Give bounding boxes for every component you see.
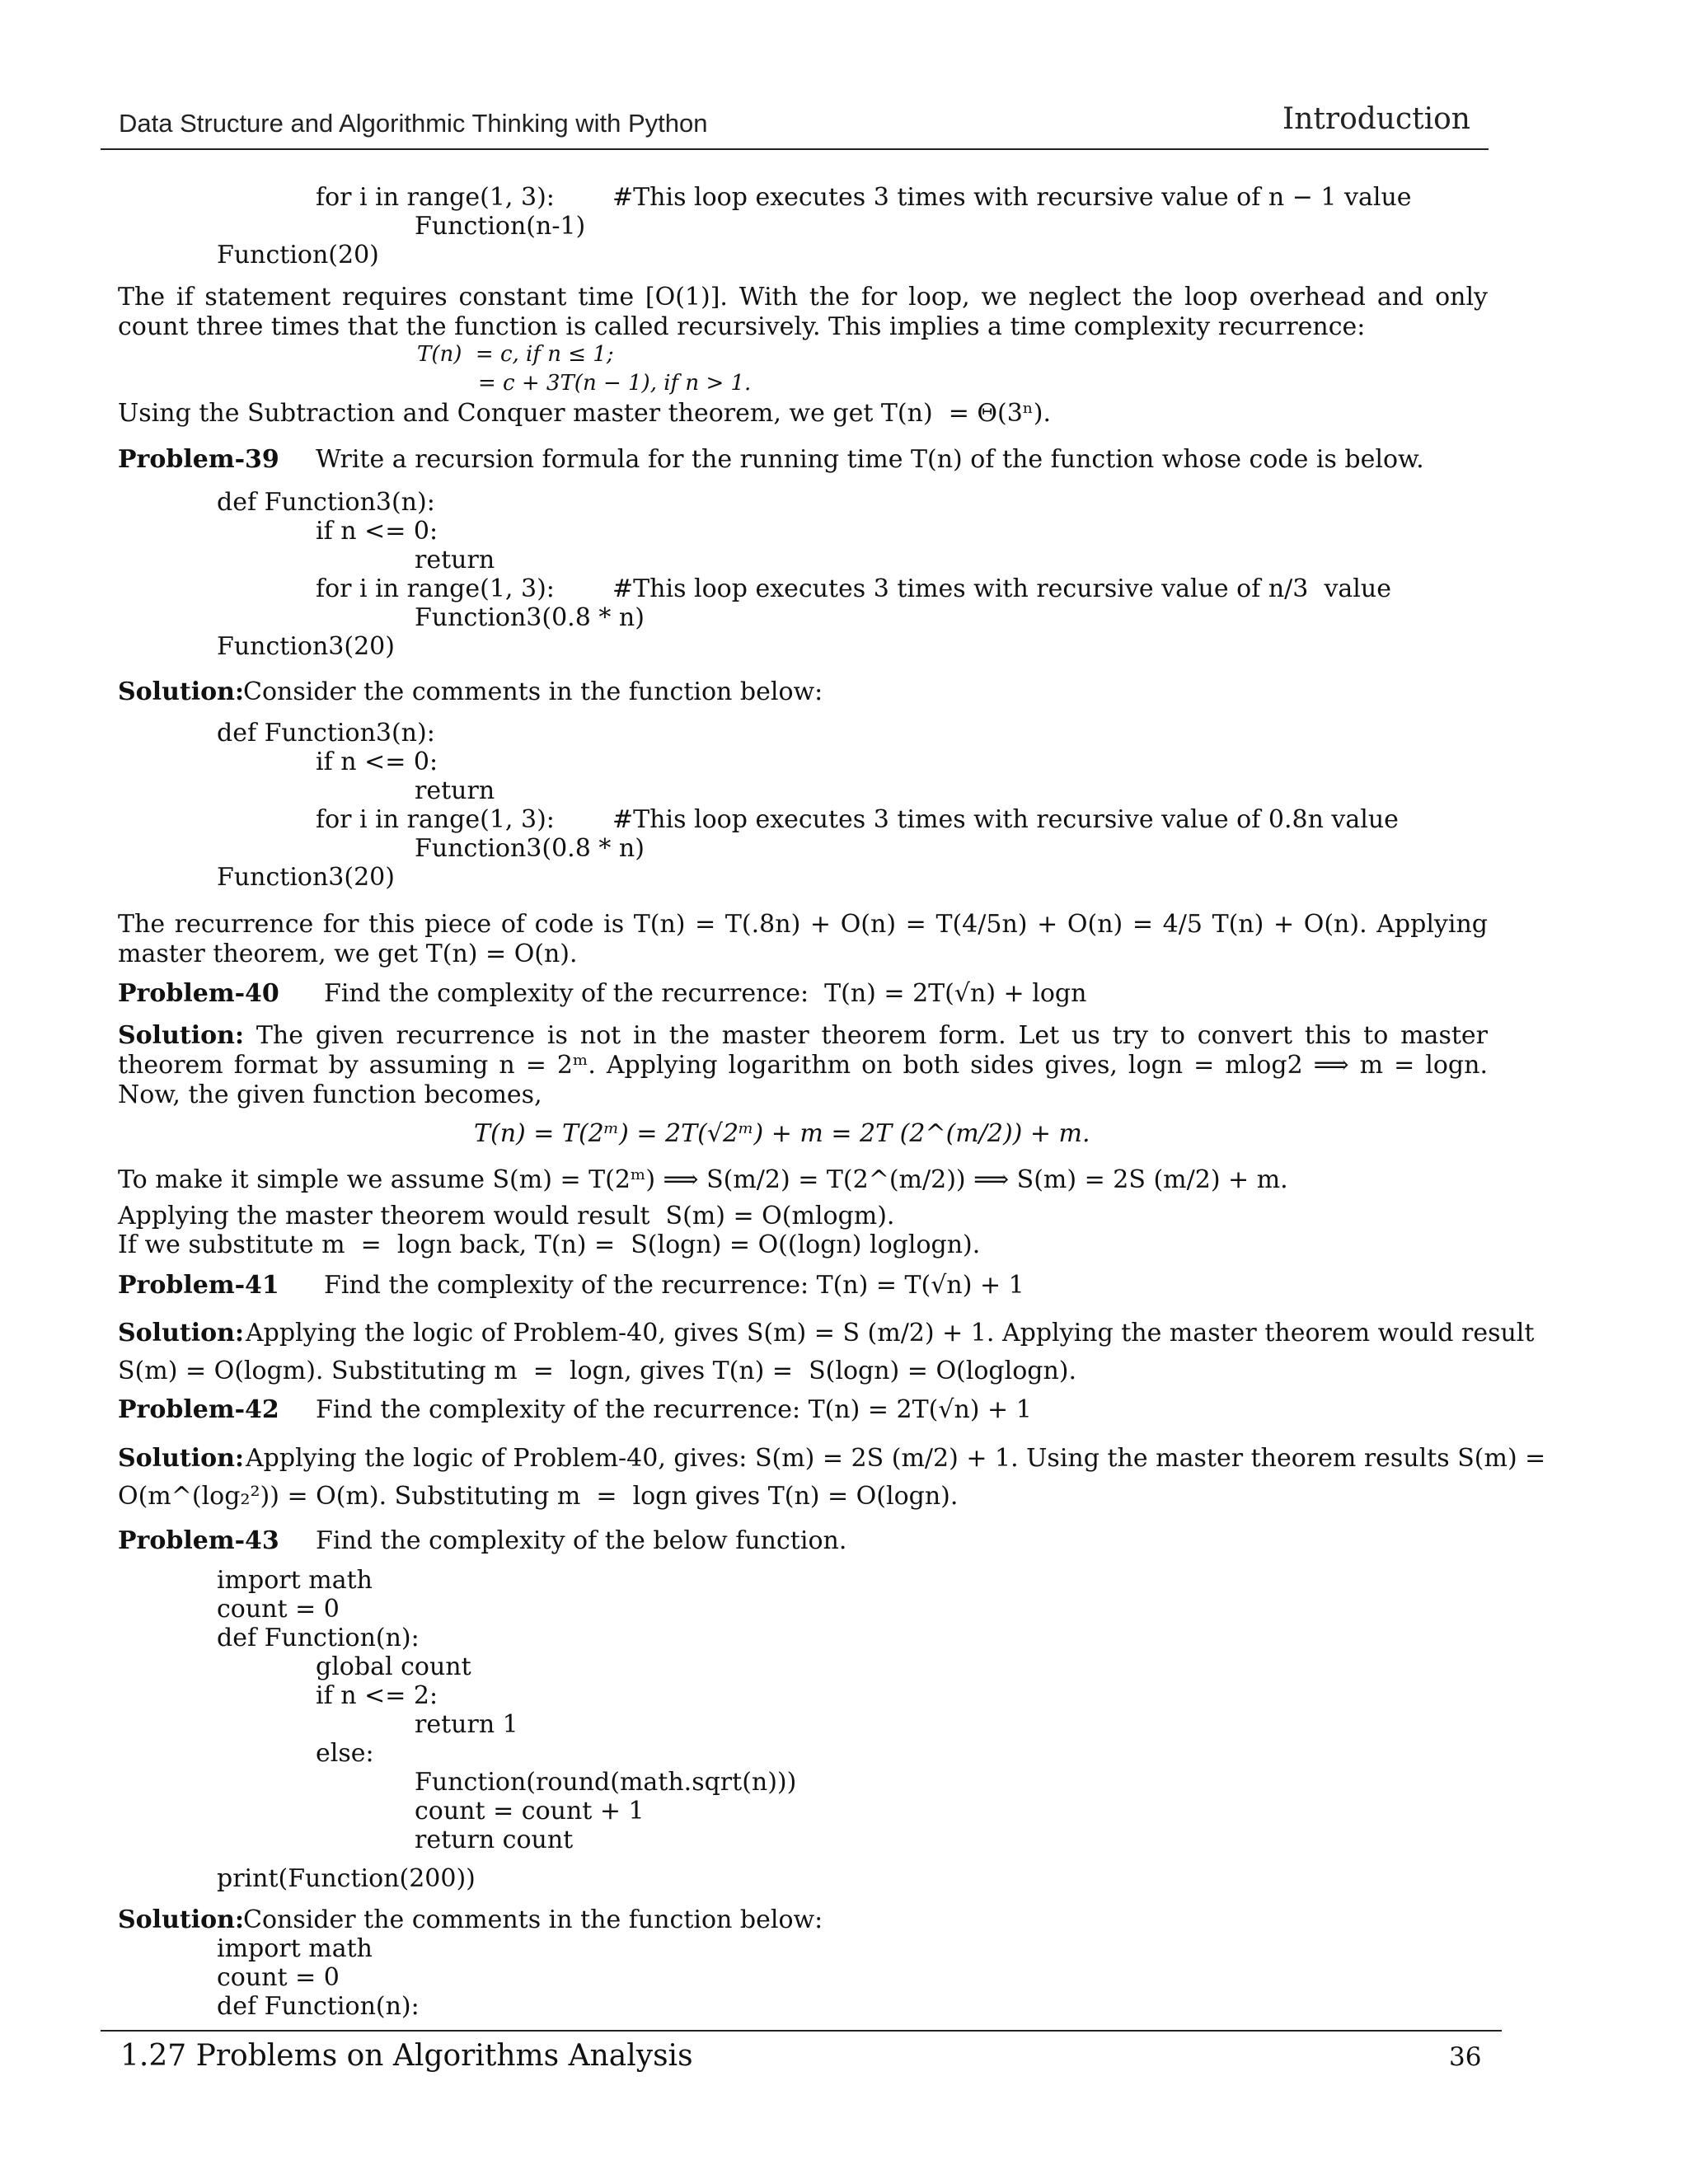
problem-label: Problem-39 bbox=[118, 445, 279, 474]
code-line: return bbox=[415, 776, 495, 805]
solution-label: Solution: bbox=[118, 1905, 245, 1934]
code-line: Function(n-1) bbox=[415, 212, 586, 241]
code-line: if n <= 0: bbox=[316, 517, 438, 546]
code-line: count = 0 bbox=[217, 1595, 340, 1624]
page-number: 36 bbox=[1449, 2042, 1482, 2072]
solution-text: Applying the logic of Problem-40, gives: S(m) = 2S (m/2) + 1. Using the master theorem results S(m) = bbox=[246, 1444, 1546, 1473]
code-line: Function3(0.8 * n) bbox=[415, 603, 645, 632]
solution-text: Consider the comments in the function below: bbox=[243, 1905, 823, 1934]
problem-label: Problem-43 bbox=[118, 1526, 279, 1555]
footer-rule bbox=[101, 2030, 1502, 2032]
paragraph: The recurrence for this piece of code is T(n) = T(.8n) + O(n) = T(4/5n) + O(n) = 4/5 T(n) + O(n). Applying master theorem, we get T(n) = O(n). bbox=[118, 910, 1488, 968]
problem-text: Find the complexity of the recurrence: T(n) = 2T(√n) + 1 bbox=[316, 1395, 1032, 1424]
code-line: count = count + 1 bbox=[415, 1797, 645, 1825]
code-comment: #This loop executes 3 times with recursive value of 0.8n value bbox=[612, 805, 1399, 834]
code-comment: #This loop executes 3 times with recursive value of n/3 value bbox=[612, 574, 1391, 603]
code-line: for i in range(1, 3): bbox=[316, 183, 555, 212]
code-line: Function(round(math.sqrt(n))) bbox=[415, 1768, 797, 1797]
code-line: Function3(20) bbox=[217, 632, 395, 661]
chapter-title: Introduction bbox=[1282, 102, 1470, 136]
code-line: count = 0 bbox=[217, 1963, 340, 1992]
code-line: else: bbox=[316, 1739, 374, 1768]
code-line: def Function(n): bbox=[217, 1624, 420, 1652]
problem-text: Find the complexity of the recurrence: T(n) = 2T(√n) + logn bbox=[324, 979, 1087, 1008]
running-header bbox=[101, 102, 1489, 150]
recurrence-line: = c + 3T(n − 1), if n > 1. bbox=[478, 371, 752, 396]
solution-text: Consider the comments in the function below: bbox=[243, 677, 823, 706]
problem-label: Problem-41 bbox=[118, 1271, 279, 1300]
code-line: return count bbox=[415, 1825, 574, 1854]
equation: To make it simple we assume S(m) = T(2ᵐ) ⟹ S(m/2) = T(2^(m/2)) ⟹ S(m) = 2S (m/2) + m. bbox=[118, 1165, 1288, 1194]
paragraph: The if statement requires constant time [O(1)]. With the for loop, we neglect the loop overhead and only count three times that the function is called recursively. This implies a time complexity recurrence: bbox=[118, 283, 1488, 341]
code-comment: #This loop executes 3 times with recursive value of n − 1 value bbox=[612, 183, 1412, 212]
equation: If we substitute m = logn back, T(n) = S(logn) = O((logn) loglogn). bbox=[118, 1230, 981, 1259]
code-line: def Function3(n): bbox=[217, 488, 435, 517]
code-line: for i in range(1, 3): bbox=[316, 574, 555, 603]
code-line: Function3(0.8 * n) bbox=[415, 834, 645, 863]
solution-label: Solution: bbox=[118, 677, 245, 706]
code-line: def Function3(n): bbox=[217, 719, 435, 748]
equation: Applying the master theorem would result S(m) = O(mlogm). bbox=[118, 1202, 895, 1230]
section-title: 1.27 Problems on Algorithms Analysis bbox=[120, 2039, 693, 2073]
code-line: Function(20) bbox=[217, 241, 379, 269]
solution-text: O(m^(log₂²)) = O(m). Substituting m = logn gives T(n) = O(logn). bbox=[118, 1482, 959, 1511]
code-line: global count bbox=[316, 1652, 471, 1681]
problem-text: Write a recursion formula for the running time T(n) of the function whose code is below. bbox=[316, 445, 1424, 474]
solution-label: Solution: bbox=[118, 1444, 245, 1473]
code-line: return bbox=[415, 546, 495, 574]
code-line: if n <= 0: bbox=[316, 748, 438, 776]
equation: T(n) = T(2ᵐ) = 2T(√2ᵐ) + m = 2T (2^(m/2)) + m. bbox=[474, 1119, 1090, 1148]
code-line: print(Function(200)) bbox=[217, 1864, 476, 1893]
code-line: return 1 bbox=[415, 1710, 518, 1739]
code-line: import math bbox=[217, 1934, 373, 1963]
solution-label: Solution: bbox=[118, 1319, 245, 1347]
code-line: def Function(n): bbox=[217, 1992, 420, 2021]
book-title: Data Structure and Algorithmic Thinking with Python bbox=[119, 109, 708, 138]
solution-label: Solution: bbox=[118, 1021, 245, 1050]
solution-text: The given recurrence is not in the master theorem form. Let us try to convert this to master theorem format by assuming n = 2ᵐ. Applying logarithm on both sides gives, logn = mlog2 ⟹ m = logn. Now, the given function becomes, bbox=[118, 1021, 1488, 1109]
code-line: Function3(20) bbox=[217, 863, 395, 892]
problem-label: Problem-40 bbox=[118, 979, 279, 1008]
solution-text: S(m) = O(logm). Substituting m = logn, gives T(n) = S(logn) = O(loglogn). bbox=[118, 1357, 1077, 1385]
problem-label: Problem-42 bbox=[118, 1395, 279, 1424]
code-line: if n <= 2: bbox=[316, 1681, 438, 1710]
code-line: for i in range(1, 3): bbox=[316, 805, 555, 834]
problem-text: Find the complexity of the below function. bbox=[316, 1526, 847, 1555]
problem-text: Find the complexity of the recurrence: T(n) = T(√n) + 1 bbox=[324, 1271, 1025, 1300]
solution-text: Applying the logic of Problem-40, gives S(m) = S (m/2) + 1. Applying the master theorem would result bbox=[246, 1319, 1535, 1347]
paragraph: Using the Subtraction and Conquer master theorem, we get T(n) = Θ(3ⁿ). bbox=[118, 399, 1052, 428]
solution-paragraph bbox=[118, 1021, 1488, 1110]
code-line: import math bbox=[217, 1566, 373, 1595]
recurrence-line: T(n) = c, if n ≤ 1; bbox=[417, 342, 614, 367]
